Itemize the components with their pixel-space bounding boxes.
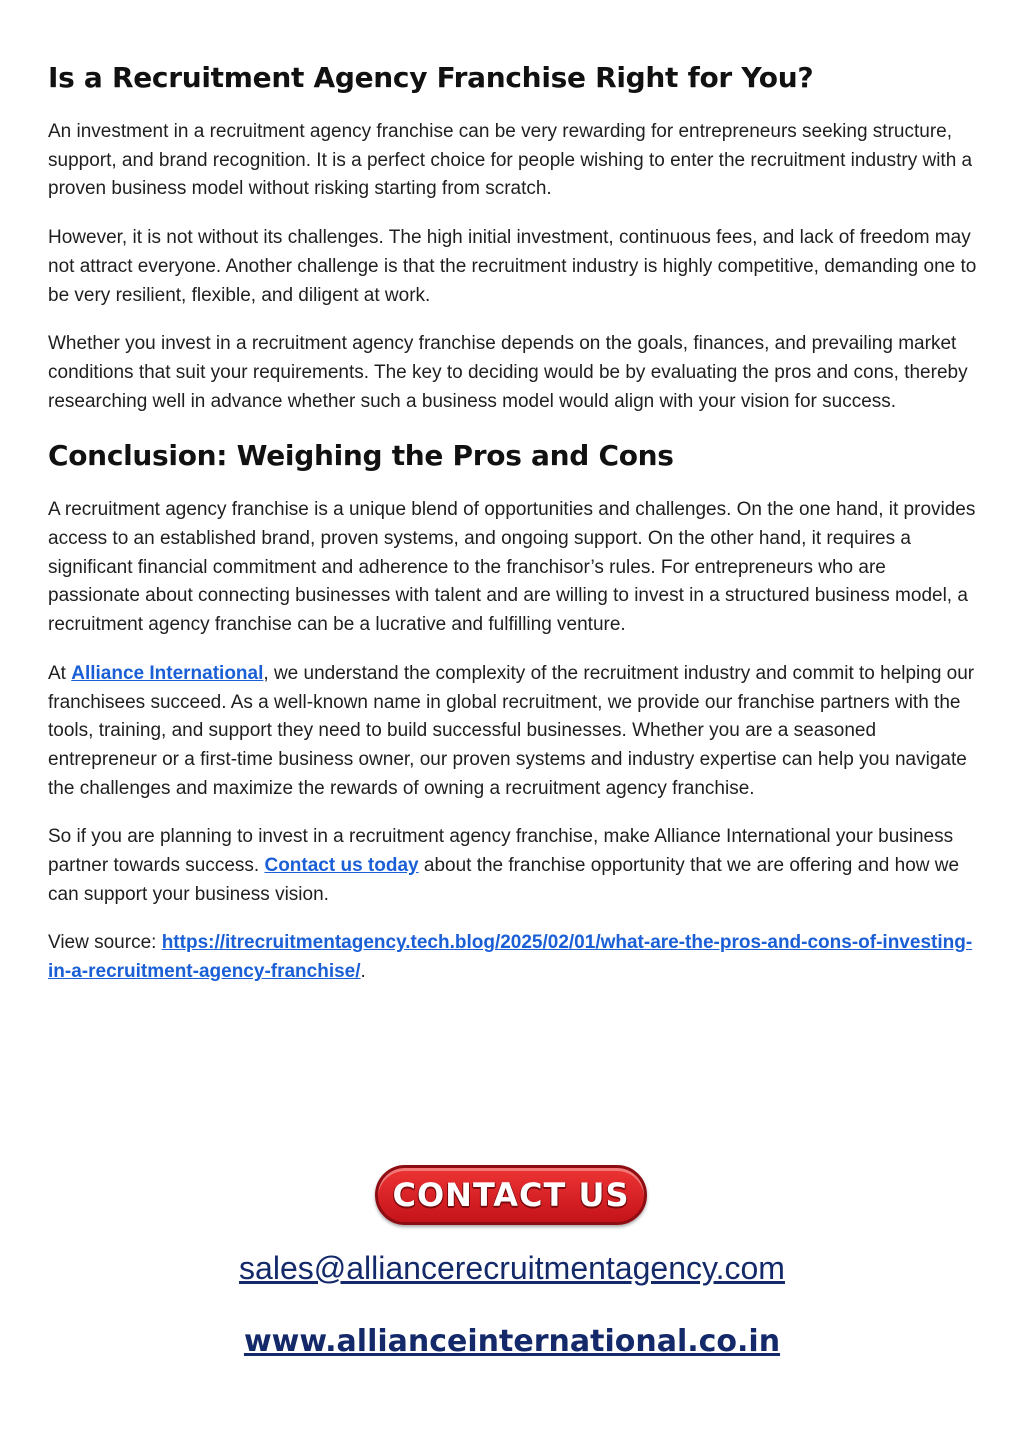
paragraph: An investment in a recruitment agency franchise can be very rewarding for entrepreneurs seeking structure, support, and brand recognition. It is a perfect choice for people wishing to enter the recruitment industry with a proven business model without risking starting from scratch. [48, 121, 973, 200]
section-heading-conclusion: Conclusion: Weighing the Pros and Cons [48, 439, 674, 473]
contact-us-button-label: CONTACT US [392, 1176, 630, 1214]
website-link[interactable]: www.allianceinternational.co.in [243, 1324, 781, 1359]
paragraph: Whether you invest in a recruitment agency franchise depends on the goals, finances, and prevailing market conditions that suit your requirements. The key to deciding would be by evaluating the pros and cons, thereby researching well in advance whether such a business model would align with your vision for success. [48, 333, 968, 412]
article [48, 58, 980, 1007]
paragraph [48, 660, 980, 804]
contact-us-button[interactable] [375, 1165, 647, 1225]
source-url-link[interactable]: https://itrecruitmentagency.tech.blog/2025/02/01/what-are-the-pros-and-cons-of-investing-in-a-recruitment-agency-franchise/ [48, 932, 973, 983]
email-link[interactable]: sales@alliancerecruitmentagency.com [239, 1250, 785, 1286]
paragraph-text: So if you are planning to invest in a recruitment agency franchise, make Alliance International your business partner towards success. [48, 826, 954, 877]
paragraph-text: about the franchise opportunity that we are offering and how we can support your business vision. [48, 855, 960, 905]
paragraph: A recruitment agency franchise is a unique blend of opportunities and challenges. On the one hand, it provides access to an established brand, proven systems, and ongoing support. On the other hand, it requires a significant financial commitment and adherence to the franchisor’s rules. For entrepreneurs who are passionate about connecting businesses with talent and are willing to invest in a structured business model, a recruitment agency franchise can be a lucrative and fulfilling venture. [48, 499, 976, 636]
alliance-international-link[interactable]: Alliance International [71, 662, 264, 684]
paragraph-text: , we understand the complexity of the recruitment industry and commit to helping our franchisees succeed. As a well-known name in global recruitment, we provide our franchise partners with the tools, training, and support they need to build successful businesses. Whether you are a seasoned entrepreneur or a first-time business owner, our proven systems and industry expertise can help you navigate the challenges and maximize the rewards of owning a recruitment agency franchise. [48, 662, 975, 799]
paragraph: However, it is not without its challenges. The high initial investment, continuous fees, and lack of freedom may not attract everyone. Another challenge is that the recruitment industry is highly competitive, demanding one to be very resilient, flexible, and diligent at work. [48, 227, 977, 306]
paragraph [48, 823, 980, 909]
paragraph-text: At [48, 662, 72, 684]
source-label: View source: [48, 932, 162, 954]
section-heading-franchise-right: Is a Recruitment Agency Franchise Right for You? [48, 61, 814, 94]
source-suffix: . [360, 961, 366, 983]
contact-us-today-link[interactable]: Contact us today [264, 855, 419, 877]
source-line [48, 929, 980, 986]
